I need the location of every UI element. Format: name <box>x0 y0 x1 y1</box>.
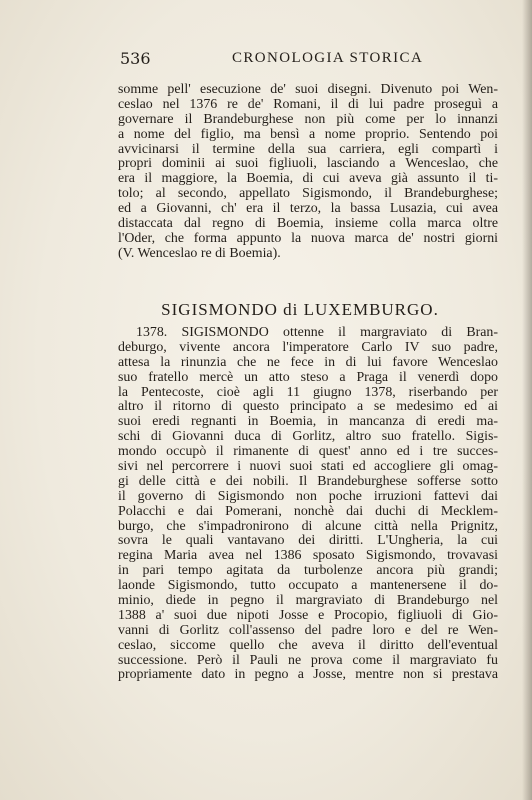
text-line: Polacchi e dai Pomerani, nonchè dai duchi di Mecklem- <box>118 504 498 519</box>
text-line: distaccata dal regno di Boemia, insieme colla marca oltre <box>118 217 498 232</box>
text-line: ceslao, siccome quello che aveva il diritto dell'eventual <box>118 638 498 653</box>
text-line: (V. Wenceslao re di Boemia). <box>118 246 281 261</box>
text-line: 1378. SIGISMONDO ottenne il margraviato di Bran- <box>136 326 498 340</box>
text-line: sovra le quali vantavano dei diritti. L'Ungheria, la cui <box>118 534 498 549</box>
text-line: avvicinarsi il termine della sua carriera, egli compartì i <box>118 142 498 157</box>
page-edge-shadow <box>522 0 532 800</box>
text-line: sivi nel percorrere i nuovi suoi stati ed accogliere gli omag- <box>118 460 498 475</box>
text-line: burgo, che s'impadronirono di alcune città nella Prignitz, <box>118 519 498 534</box>
text-line: suoi eredi regnanti in Boemia, in mancanza di eredi ma- <box>118 415 498 430</box>
text-line: tolo; al secondo, appellato Sigismondo, il Brandeburghese; <box>118 187 498 202</box>
text-line: ed a Giovanni, ch' era il terzo, la bassa Lusazia, cui avea <box>118 202 498 217</box>
text-line: 1388 a' suoi due nipoti Josse e Procopio, figliuoli di Gio- <box>118 608 498 623</box>
text-line: minio, diede in pegno il margraviato di Brandeburgo nel <box>118 594 498 609</box>
page-number: 536 <box>120 49 151 68</box>
text-line: ceslao nel 1376 re de' Romani, il di lui padre proseguì a <box>118 97 498 112</box>
text-line: era il maggiore, la Boemia, di cui aveva già assunto il ti- <box>118 172 498 187</box>
text-line: successione. Però il Pauli ne prova come il margraviato fu <box>118 653 498 668</box>
text-line: attesa la rinunzia che ne fece in di lui favore Wenceslao <box>118 355 498 370</box>
text-line: laonde Sigismondo, tutto occupato a mantenersene il do- <box>118 579 498 594</box>
body-paragraph <box>118 326 498 683</box>
running-title: CRONOLOGIA STORICA <box>232 50 424 66</box>
text-line: altro il ritorno di questo principato a se medesimo ed ai <box>118 400 498 415</box>
text-line: mondo occupò il rimanente di quest' anno ed i tre succes- <box>118 445 498 460</box>
section-heading: SIGISMONDO di LUXEMBURGO. <box>161 300 439 319</box>
text-line: propriamente dato in pegno a Josse, mentre non si prestava <box>118 668 498 683</box>
text-line: la Pentecoste, cioè agli 11 giugno 1378, riserbando per <box>118 385 498 400</box>
text-line: schi di Giovanni duca di Gorlitz, altro suo fratello. Sigis- <box>118 430 498 445</box>
text-line: deburgo, vivente ancora l'imperatore Carlo IV suo padre, <box>118 340 498 355</box>
text-line: governare il Brandeburghese non più come per lo innanzi <box>118 112 498 127</box>
text-line: a nome del figlio, ma bensì a nome proprio. Sentendo poi <box>118 127 498 142</box>
text-line: in pari tempo agitata da turbolenze ancora più grandi; <box>118 564 498 579</box>
text-line: il governo di Sigismondo non poche irruzioni fattevi dai <box>118 489 498 504</box>
text-line: propri dominii ai suoi figliuoli, lasciando a Wenceslao, che <box>118 157 498 172</box>
text-line: l'Oder, che forma appunto la nuova marca de' nostri giorni <box>118 231 498 246</box>
intro-paragraph <box>118 83 498 262</box>
text-line: vanni di Gorlitz coll'assenso del padre loro e del re Wen- <box>118 623 498 638</box>
text-line: regina Maria avea nel 1386 sposato Sigismondo, trovavasi <box>118 549 498 564</box>
running-head <box>120 49 495 71</box>
text-line: suo fratello mercè un atto steso a Praga il venerdì dopo <box>118 370 498 385</box>
text-line: somme pell' esecuzione de' suoi disegni. Divenuto poi Wen- <box>118 83 498 97</box>
text-line: gi delle città e dei nobili. Il Brandeburghese sofferse sotto <box>118 474 498 489</box>
